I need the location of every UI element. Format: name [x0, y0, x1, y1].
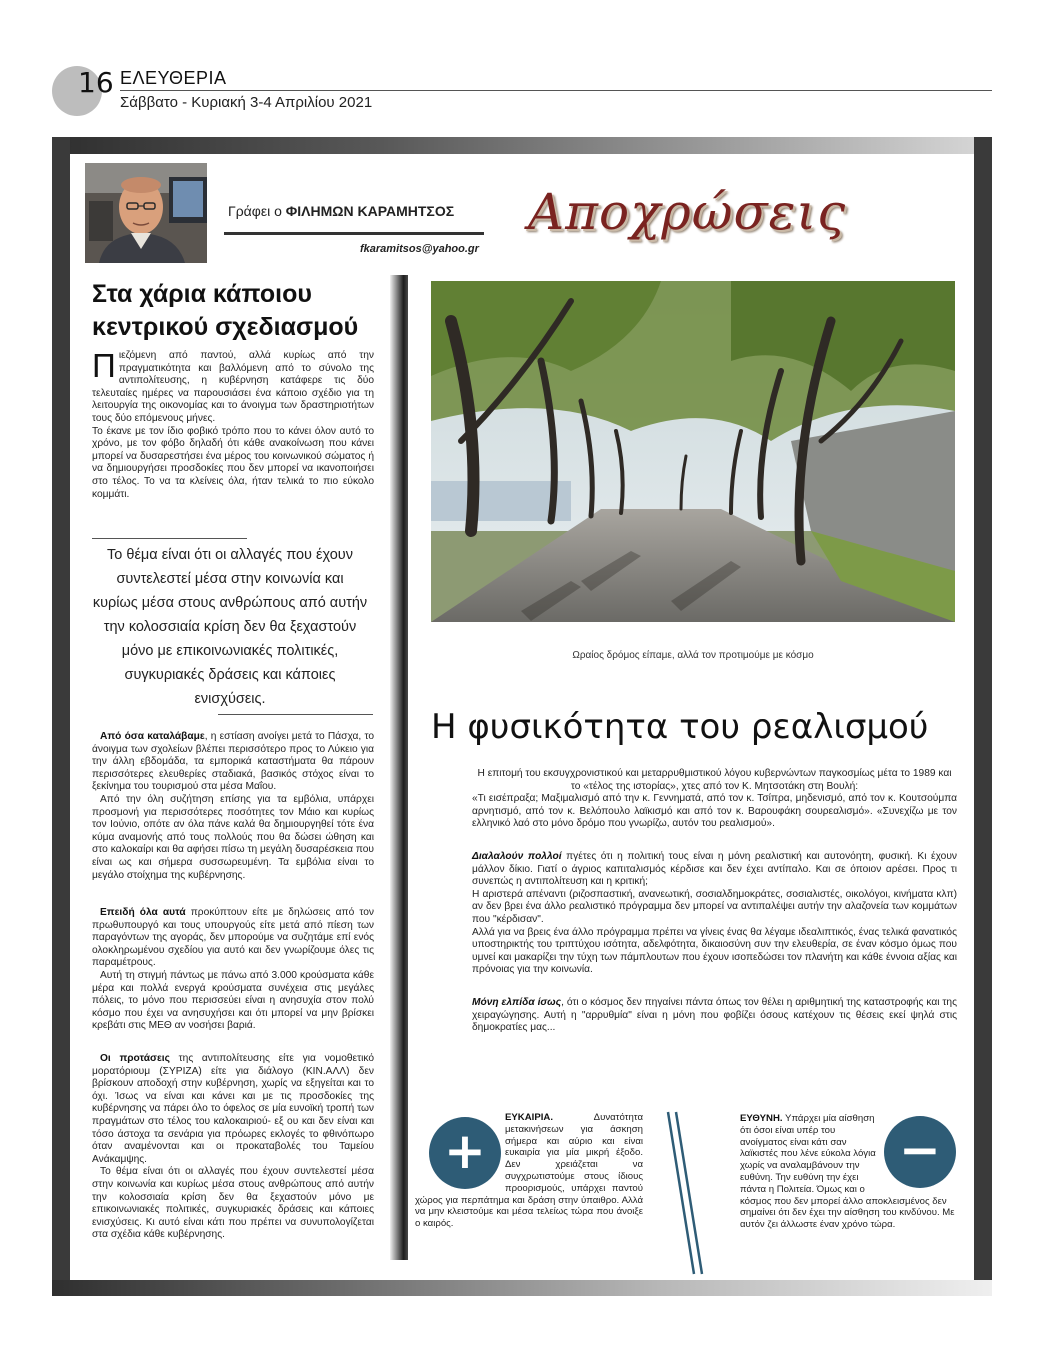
minus-badge — [884, 1116, 956, 1188]
intro-paragraph-1-text: ιεζόμενη από παντού, αλλά κυρίως από την πραγματικότητα και βαλλόμενη από το σύνολο της αντιπολίτευσης, η κυβέρνηση κατάφερε τις δύο τελευταίες ημέρες να παρουσιάσει ένα κάποιο σχέδιο για τη λειτουργία της οικονομίας και το άνοιγμα των δραστηριοτήτων τους δύο επόμενους μήνες. — [92, 350, 374, 424]
paragraph: «Τι εισέπραξα; Μαξιμαλισμό από την κ. Γεννηματά, από τον κ. Τσίπρα, μηδενισμό, από τον κ. Κουτσούμπα αρνητισμό, από τον κ. Βελόπουλο λαϊκισμό και από τον κ. Βαρουφάκη σουρεαλισμό». «Συνεχίζω με τον ελληνικό λαό στο μόνο δρόμο που γνωρίζω, αυτόν του ρεαλισμού». — [472, 793, 957, 830]
paragraph-lead: Επειδή όλα αυτά — [100, 907, 186, 918]
paragraph — [472, 997, 957, 1035]
left-article-section-3 — [92, 1053, 374, 1242]
dropcap: Π — [92, 347, 116, 384]
paragraph: Η επιτομή του εκσυγχρονιστικού και μεταρρυθμιστικού λόγου κυβερνώντων παγκοσμίως μέτα το 1989 και το «τέλος της ιστορίας», χτες από τον Κ. Μητσοτάκη στη Βουλή: — [477, 768, 952, 792]
paragraph: Το θέμα είναι ότι οι αλλαγές που έχουν συντελεστεί μέσα στην κοινωνία και κυρίως μέσα στους ανθρώπους από αυτήν την κολοσσιαία κρίση δεν θα ξεχαστούν μόνο με επικοινωνιακές πολιτικές, συγκυριακές δράσεις και κάποιες ενισχύσεις. Κι αυτό είναι κάτι που πρέπει να συνυπολογίζεται στα σχέδια κάθε κυβέρνησης. — [92, 1166, 374, 1241]
issue-date: Σάββατο - Κυριακή 3-4 Απριλίου 2021 — [120, 94, 373, 111]
paragraph — [92, 907, 374, 970]
author-photo — [85, 163, 207, 263]
street-photo — [431, 281, 955, 622]
paragraph-text: της αντιπολίτευσης είτε για νομοθετικό μορατόριουμ (ΣΥΡΙΖΑ) είτε για διάλογο (ΚΙΝ.ΑΛΛ) δεν βρίσκουν αποδοχή στην κυβέρνηση, χωρίς να εξηγείται και το όχι. Ίσως να είναι και κάνει και με τις προσδοκίες της κυβέρνησης να πάρει όλο το όφελος σε μία ευνοϊκή τροπή των πραγμάτων στο τέλος του καλοκαιριού- εξ ου και δεν είναι και τόσο άστοχα τα σενάρια για πρόωρες εκλογές το φθινόπωρο όταν αναμένονται και οι προκαταβολές του Ταμείου Ανάκαμψης. — [92, 1053, 375, 1165]
author-byline — [228, 203, 454, 219]
bottom-gradient-band — [52, 1280, 992, 1296]
pro-note-lead: ΕΥΚΑΙΡΙΑ. — [505, 1112, 553, 1123]
left-article-title: Στα χάρια κάποιου κεντρικού σχεδιασμού — [92, 280, 359, 341]
page-number-badge — [52, 66, 114, 116]
author-portrait-image — [85, 163, 207, 263]
pullquote: Το θέμα είναι ότι οι αλλαγές που έχουν συντελεστεί μέσα στην κοινωνία και κυρίως μέσα στους ανθρώπους από αυτήν την κολοσσιαία κρίση δεν θα ξεχαστούν μόνο με επικοινωνιακές πολιτικές, συγκυριακές δράσεις και κάποιες ενισχύσεις. — [92, 547, 368, 707]
top-gradient-band — [52, 137, 992, 154]
plus-icon: + — [444, 1122, 486, 1180]
pro-note-text: Δυνατότητα μετακινήσεων για άσκηση σήμερα και αύριο και είναι ευκαιρία για μία μικρή έξοδο. Δεν χρειάζεται να συγχρωτιστούμε στους ίδιους προορισμούς, υπάρχει παντού χώρος για περπάτημα και δράση στην ύπαιθρο. Αλλά να μην κλειστούμε και μέσα τελείως τώρα που άνοιξε ο καιρός. — [415, 1112, 643, 1230]
paragraph-text: πγέτες ότι η πολιτική τους είναι η μόνη ρεαλιστική και αυτονόητη, φυσική. Κι έχουν μάλλον δίκιο. Γιατί ο άγριος καπιταλισμός κέρδισε και δεν έχει αντίπαλο. Και σε όποιον αρέσει. Προς τι συνεπώς η αντιπολίτευση και η κριτική; — [472, 851, 957, 888]
author-name: ΦΙΛΗΜΩΝ ΚΑΡΑΜΗΤΣΟΣ — [285, 203, 455, 219]
right-article-section-1 — [472, 768, 957, 831]
photo-caption: Ωραίος δρόμος είπαμε, αλλά τον προτιμούμε με κόσμο — [572, 650, 814, 661]
paragraph: Από την όλη συζήτηση επίσης για τα εμβόλια, υπάρχει προσμονή για περισσότερες ποσότητες τον Μάιο και κυρίως τον Ιούνιο, οπότε αν όλα πάνε καλά θα δημιουργηθεί τότε ένα κύμα αναμονής από τους πολλούς που θα δώσει ώθηση και στο καλοκαίρι και θα αφήσει πίσω τη μεγάλη δυσαρέσκεια που είναι ως και σήμερα συσσωρευμένη. Τα εμβόλια είναι το μεγάλο στοίχημα της κυβέρνησης. — [92, 793, 374, 881]
intro-paragraph-2: Το έκανε με τον ίδιο φοβικό τρόπο που το κάνει όλον αυτό το χρόνο, με τον φόβο δηλαδή ότι κάθε ανακοίνωση που κάνει μπορεί να δυσαρεστήσει ένα μέρος του κοινωνικού σώματος ή να δημιουργήσει προσδοκίες που δεν μπορεί να ικανοποιήσει στο τέλος. Το να τα κλείνεις όλα, ήταν τελικά το πιο εύκολο κομμάτι. — [92, 425, 374, 500]
column-divider — [390, 275, 408, 1260]
paragraph — [92, 1053, 374, 1166]
column-name: Αποχρώσεις — [528, 183, 847, 241]
paragraph — [92, 731, 374, 794]
paragraph-text: , ότι ο κόσμος δεν πηγαίνει πάντα όπως τον θέλει η αριθμητική της καταστροφής και της χειραγώγησης. Αυτή η "αρρυθμία" είναι η μόνη που φοβίζει όσους κατέχουν τις θέσεις εκεί ψηλά στις δημοκρατίες μας... — [472, 997, 957, 1034]
newspaper-name: ΕΛΕΥΘΕΡΙΑ — [120, 68, 227, 88]
minus-icon: − — [899, 1121, 941, 1179]
right-article-section-3 — [472, 997, 957, 1035]
left-article-intro — [92, 347, 374, 501]
con-note-text: Υπάρχει μία αίσθηση ότι όσοι είναι υπέρ του ανοίγματος είναι κάτι σαν λαϊκιστές που λένε εύκολα λόγια χωρίς να αναλαμβάνουν την ευθύνη. Την ευθύνη την έχει πάντα η Πολιτεία. Όμως και ο κόσμος που δεν μπορεί άλλο αποκλεισμένος δεν σημαίνει ότι δεν έχει την αίσθηση του κινδύνου. Με αυτόν ζει άλλωστε έναν χρόνο τώρα. — [740, 1113, 955, 1231]
right-article-title: Η φυσικότητα του ρεαλισμού — [431, 707, 929, 747]
tree-lined-road-image — [431, 281, 955, 622]
pullquote-rule-top — [92, 538, 247, 539]
paragraph — [472, 851, 957, 889]
paragraph-text: προκύπτουν είτε με δηλώσεις από τον πρωθυπουργό και τους υπουργούς είτε μετά από πίεση των παραγόντων της αγοράς, δεν μπορούμε να συζητάμε επί ενός ολοκληρωμένου σχεδίου για αυτό και δεν γνωρίζουμε όλες τις παραμέτρους. — [92, 907, 374, 969]
left-article-section-1 — [92, 731, 374, 882]
paragraph: Η αριστερά απέναντι (ριζοσπαστική, ανανεωτική, σοσιαλδημοκράτες, σοσιαλιστές, οικολόγοι, κινήματα κλπ) αν δεν βρει ένα άλλο ρεαλιστικό πρόγραμμα δεν μπορεί να αντιπαλέψει αυτήν την αλαζονεία των κομμάτων που "κέρδισαν". — [472, 888, 957, 925]
intro-paragraph-1 — [92, 347, 374, 426]
page-number: 16 — [78, 66, 114, 99]
byline-prefix: Γράφει ο — [228, 203, 282, 219]
plus-badge — [429, 1117, 501, 1189]
byline-rule — [224, 232, 484, 235]
paragraph-lead: Διαλαλούν πολλοί — [472, 851, 562, 862]
paragraph-lead: Μόνη ελπίδα ίσως — [472, 997, 562, 1008]
right-article-section-2 — [472, 851, 957, 977]
paragraph-text: , η εστίαση ανοίγει μετά το Πάσχα, το άνοιγμα των σχολείων βλέπει περισσότερο προς το Λύκειο για την άλλη εβδομάδα, τα εμπορικά καταστήματα θα πάρουν περισσότερες ελευθερίες σταδιακά, βασικός στόχος είναι το ξεκίνημα του τουρισμού στα μέσα Μαΐου. — [92, 731, 374, 793]
paragraph-lead: Οι προτάσεις — [100, 1053, 170, 1064]
paragraph: Αυτή τη στιγμή πάντως με πάνω από 3.000 κρούσματα κάθε μέρα και πολλά ενεργά κρούσματα συνέχεια στις μεγάλες πόλεις, το μόνο που περισσεύει είναι η ανησυχία στον πολύ κόσμο που έχει να ανησυχήσει και ότι μπορεί να μην βρίσκει κρεβάτι στις ΜΕΘ αν νοσήσει βαριά. — [92, 969, 374, 1032]
left-frame-border — [52, 137, 70, 1296]
pullquote-rule-bottom — [218, 714, 373, 715]
paragraph: Αλλά για να βρεις ένα άλλο πρόγραμμα πρέπει να γίνεις ένας θα λέγαμε ιδεαλιπτικός, ένας τελικά φανατικός υποστηρικτής του τριπτύχου ισότητα, αδελφότητα, δικαιοσύνη συν την ελευθερία, σε έναν κόσμο όμως που υμνεί και μακαρίζει την τύχη των πάμπλουτων που έχουν ισοπεδώσει τον πλανήτη και κάθε έννοια αξίας και πρόνοιας για την κοινωνία. — [472, 926, 957, 976]
right-frame-border — [974, 137, 992, 1296]
double-slash-divider — [662, 1108, 708, 1278]
left-article-section-2 — [92, 907, 374, 1033]
header-rule — [120, 90, 992, 91]
paragraph-lead: Από όσα καταλάβαμε — [100, 731, 205, 742]
con-note-lead: ΕΥΘΥΝΗ. — [740, 1113, 783, 1124]
author-email: fkaramitsos@yahoo.gr — [360, 243, 479, 255]
column-logo — [528, 183, 914, 248]
